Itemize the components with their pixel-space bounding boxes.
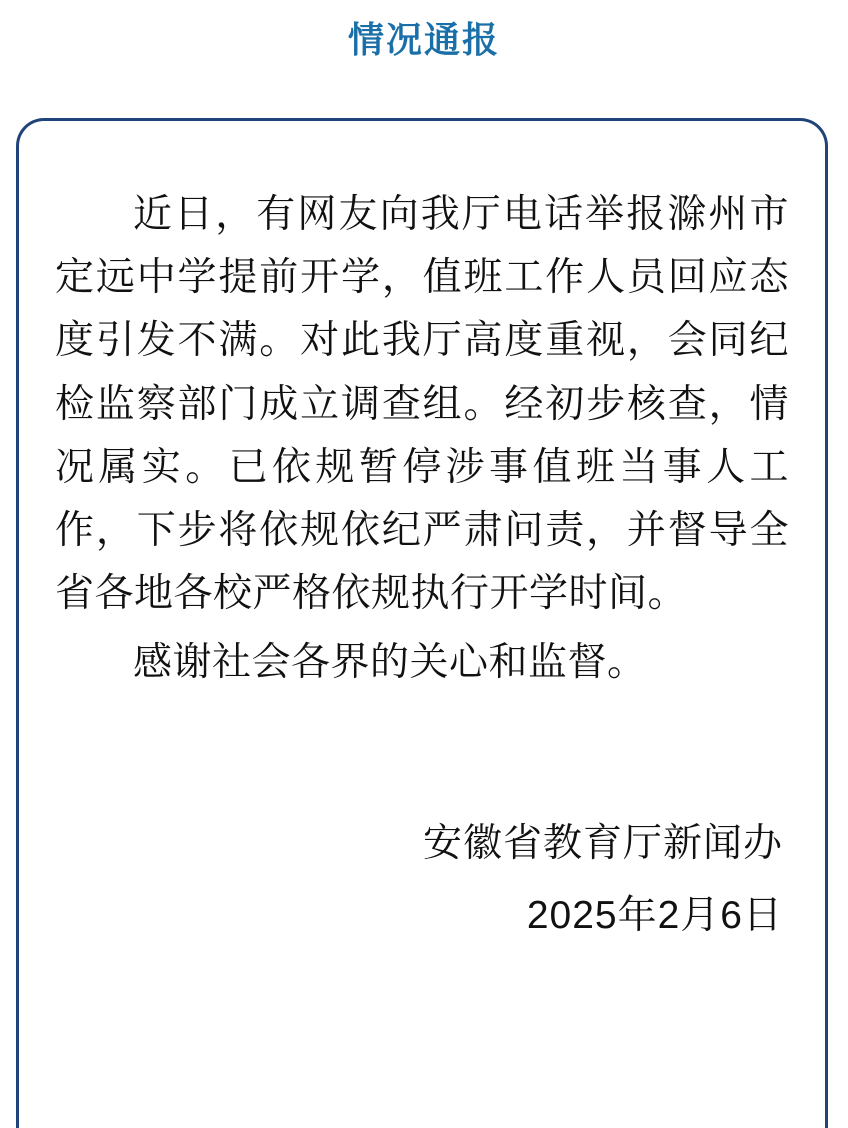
notice-card [16, 118, 828, 1128]
page-title: 情况通报 [347, 19, 500, 60]
notice-paragraph-2: 感谢社会各界的关心和监督。 [133, 641, 647, 685]
notice-paragraph-1: 近日，有网友向我厅电话举报滁州市定远中学提前开学，值班工作人员回应态度引发不满。对此我厅高度重视，会同纪检监察部门成立调查组。经初步核查，情况属实。已依规暂停涉事值班当事人工作，下步将依规依纪严肃问责，并督导全省各地各校严格依规执行开学时间。 [55, 193, 789, 616]
notice-body [19, 121, 825, 947]
signature-block [55, 812, 789, 946]
signature-date: 2025年2月6日 [526, 893, 783, 937]
signature-issuer: 安徽省教育厅新闻办 [422, 822, 783, 866]
